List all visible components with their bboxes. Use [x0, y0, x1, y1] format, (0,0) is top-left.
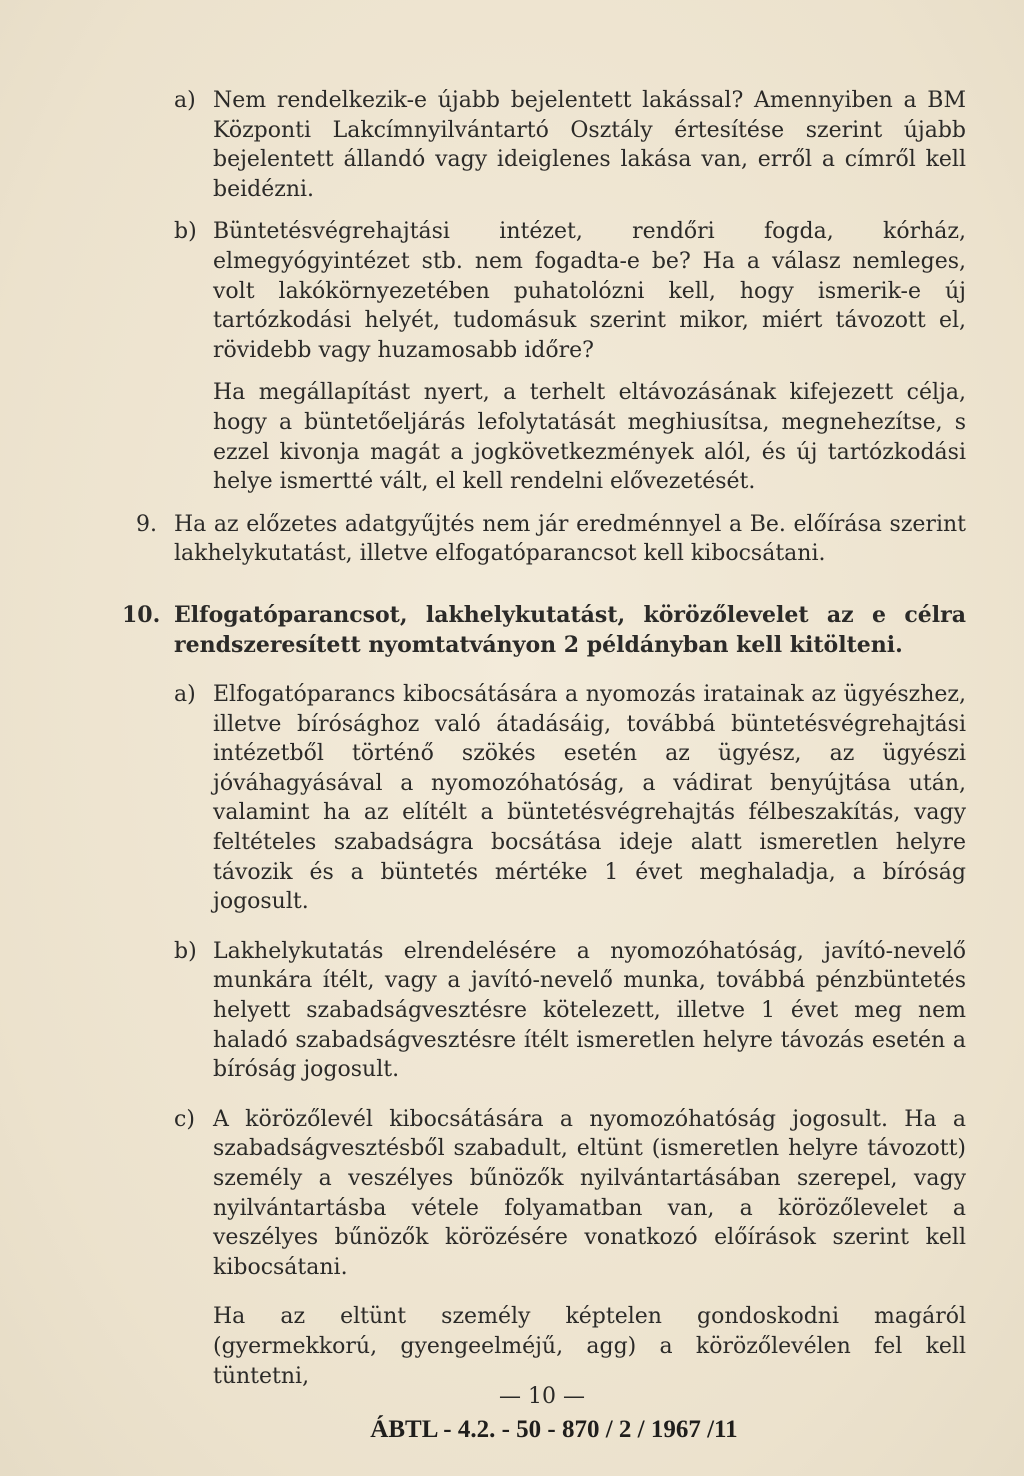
item-text: Büntetésvégrehajtási intézet, rendőri fogda, kórház, elmegyógyintézet stb. nem fogadta-e be? Ha a válasz nemleges, volt lakókörnyezetében puhatolózni kell, hogy ismerik-e új tartózkodási helyét, tudomásuk szerint mikor, miért távozott el, rövidebb vagy huzamosabb időre? — [213, 219, 966, 363]
item-text: A körözőlevél kibocsátására a nyomozóhatóság jogosult. Ha a szabadságvesztésből szabadult, eltünt (ismeretlen helyre távozott) személy a veszélyes bűnözők nyilvántartásában szerepel, vagy nyilvántartásba vétele folyamatban van, a körözőlevelet a veszélyes bűnözők körözésére vonatkozó előírások szerint kell kibocsátani. — [213, 1106, 966, 1280]
section-number: 10. — [122, 601, 161, 628]
paragraph-eltunt-szemely — [0, 1302, 1024, 1391]
section-number: 9. — [136, 511, 157, 537]
item-a-lakcim — [0, 86, 1024, 204]
paragraph-elovezetes — [0, 378, 1024, 496]
archive-reference: ÁBTL - 4.2. - 50 - 870 / 2 / 1967 /11 — [370, 1416, 738, 1443]
item-c-korozolevel — [0, 1105, 1024, 1283]
item-text: Nem rendelkezik-e újabb bejelentett lakással? Amennyiben a BM Központi Lakcímnyilvántartó Osztály értesítése szerint újabb bejelentett állandó vagy ideiglenes lakása van, erről a címről kell beidézni. — [213, 88, 966, 202]
item-label: a) — [174, 682, 196, 708]
item-text: Elfogatóparancs kibocsátására a nyomozás iratainak az ügyészhez, illetve bírósághoz való átadásáig, továbbá büntetésvégrehajtási intézetből történő szökés esetén az ügyész, az ügyészi jóváhagyásával a nyomozóhatóság, a vádirat benyújtása után, valamint ha az elítélt a büntetésvégrehajtás félbeszakítás, vagy feltételes szabadságra bocsátása ideje alatt ismeretlen helyre távozik és a büntetés mértéke 1 évet meghaladja, a bíróság jogosult. — [213, 682, 966, 915]
section-10 — [0, 601, 1024, 660]
item-label: a) — [174, 88, 196, 113]
item-a-elfogatoparancs — [0, 680, 1024, 917]
paragraph-text: Ha megállapítást nyert, a terhelt eltávozásának kifejezett célja, hogy a büntetőeljárás lefolytatását meghiusítsa, megnehezítse, s ezzel kivonja magát a jogkövetkezmények alól, és új tartózkodási helye ismertté vált, el kell rendelni elővezetését. — [213, 380, 966, 495]
item-b-intezet — [0, 217, 1024, 365]
page-body — [0, 86, 1024, 1391]
item-label: b) — [174, 219, 197, 245]
page-number: — 10 — — [499, 1384, 585, 1409]
section-text: Elfogatóparancsot, lakhelykutatást, körözőlevelet az e célra rendszeresített nyomtatványon 2 példányban kell kitölteni. — [174, 601, 966, 658]
section-text: Ha az előzetes adatgyűjtés nem jár eredménnyel a Be. előírása szerint lakhelykutatást, illetve elfogatóparancsot kell kibocsátani. — [174, 511, 966, 567]
section-9 — [0, 510, 1024, 569]
paragraph-text: Ha az eltünt személy képtelen gondoskodni magáról (gyermekkorú, gyengeelméjű, agg) a körözőlevélen fel kell tüntetni, — [213, 1304, 966, 1389]
item-label: c) — [174, 1106, 195, 1132]
item-b-lakhelykutatas — [0, 937, 1024, 1085]
item-text: Lakhelykutatás elrendelésére a nyomozóhatóság, javító-nevelő munkára ítélt, vagy a javító-nevelő munka, továbbá pénzbüntetés helyett szabadságvesztésre kötelezett, illetve 1 évet meg nem haladó szabadságvesztésre ítélt ismeretlen helyre távozás esetén a bíróság jogosult. — [213, 938, 966, 1083]
item-label: b) — [174, 938, 197, 964]
